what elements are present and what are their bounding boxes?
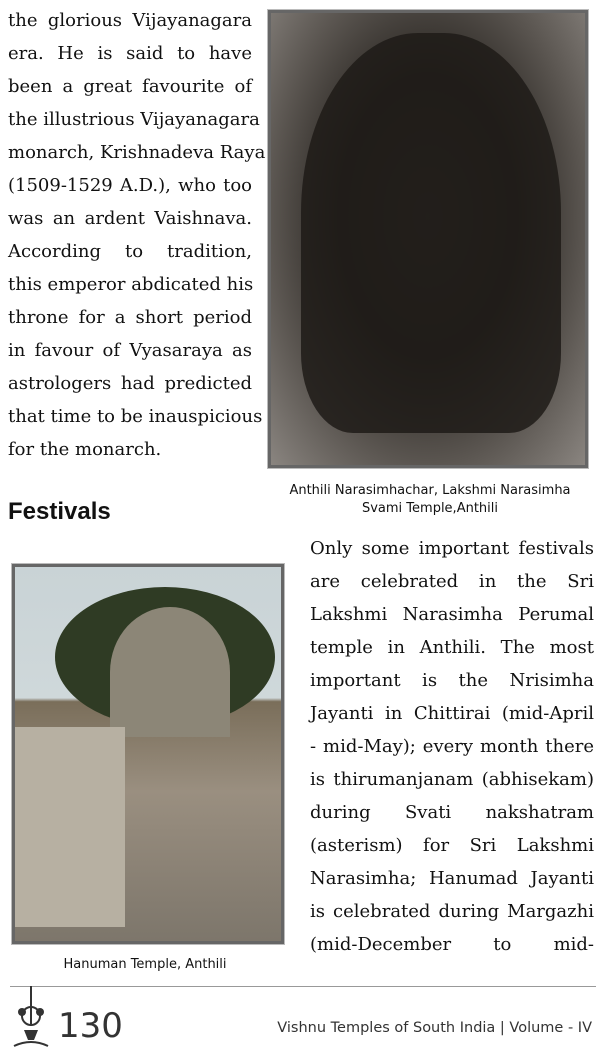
- text-line: astrologers had predicted: [8, 373, 252, 394]
- text-line: temple in Anthili. The most: [310, 637, 594, 658]
- text-line: that time to be inauspicious: [8, 406, 263, 427]
- text-line: are celebrated in the Sri: [310, 571, 594, 592]
- text-line: important is the Nrisimha: [310, 670, 594, 691]
- text-line: is celebrated during Margazhi: [310, 901, 594, 922]
- running-title: Vishnu Temples of South India | Volume - IV: [277, 1020, 592, 1036]
- text-line: (mid-December to mid-: [310, 934, 594, 955]
- caption-line: Anthili Narasimhachar, Lakshmi Narasimha: [289, 483, 571, 498]
- text-line: is thirumanjanam (abhisekam): [310, 769, 594, 790]
- text-line: was an ardent Vaishnava.: [8, 208, 252, 229]
- page-number: 130: [58, 1006, 123, 1046]
- text-line: monarch, Krishnadeva Raya: [8, 142, 266, 163]
- right-text-column: [310, 532, 594, 961]
- text-line: Narasimha; Hanumad Jayanti: [310, 868, 594, 889]
- section-heading: Festivals: [8, 498, 111, 525]
- text-line: - mid-May); every month there: [310, 736, 594, 757]
- text-line: the illustrious Vijayanagara: [8, 109, 260, 130]
- text-line: throne for a short period: [8, 307, 252, 328]
- text-line: for the monarch.: [8, 439, 162, 460]
- text-line: Lakshmi Narasimha Perumal: [310, 604, 594, 625]
- text-line: this emperor abdicated his: [8, 274, 254, 295]
- figure2-caption: Hanuman Temple, Anthili: [63, 957, 227, 972]
- left-text-column: [8, 4, 266, 466]
- text-line: (1509-1529 A.D.), who too: [8, 175, 252, 196]
- text-line: the glorious Vijayanagara: [8, 10, 252, 31]
- text-line: in favour of Vyasaraya as: [8, 340, 252, 361]
- text-line: Only some important festivals: [310, 538, 594, 559]
- text-line: Jayanti in Chittirai (mid-April: [310, 703, 594, 724]
- lamp-ornament-icon: [10, 986, 52, 1048]
- text-line: era. He is said to have: [8, 43, 252, 64]
- hanuman-temple-photo: [12, 564, 284, 944]
- caption-line: Svami Temple,Anthili: [361, 501, 498, 516]
- text-line: According to tradition,: [8, 241, 252, 262]
- text-line: during Svati nakshatram: [310, 802, 594, 823]
- text-line: been a great favourite of: [8, 76, 252, 97]
- text-line: (asterism) for Sri Lakshmi: [310, 835, 594, 856]
- narasimhachar-statue-photo: [268, 10, 588, 468]
- footer-rule: [10, 986, 596, 987]
- figure1-caption: [268, 482, 592, 518]
